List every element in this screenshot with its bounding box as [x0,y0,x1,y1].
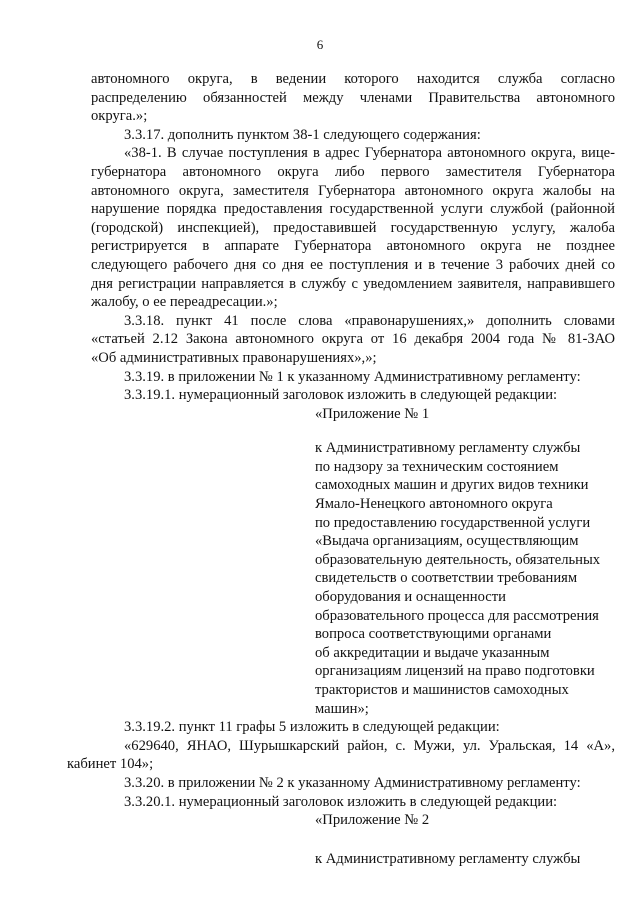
clause-3-3-20-1: 3.3.20.1. нумерационный заголовок изложить в следующей редакции: [124,793,558,810]
page-number: 6 [316,37,324,52]
clause-3-3-19: 3.3.19. в приложении № 1 к указанному Административному регламенту: [124,368,581,385]
appendix-line: трактористов и машинистов самоходных [315,682,569,698]
text-line: нарушение порядка предоставления государственной услуги службой (районной [91,201,615,218]
appendix-line: Ямало-Ненецкого автономного округа [315,496,553,513]
appendix-line: машин»; [315,700,369,717]
appendix-line: по надзору за техническим состоянием [315,458,559,475]
text-line: губернатора автономного округа либо первого заместителя Губернатора [91,163,615,180]
text-line: (городской) инспекцией), предоставившей государственную услугу, жалоба [91,219,615,236]
clause-3-3-19-1: 3.3.19.1. нумерационный заголовок изложить в следующей редакции: [124,387,558,404]
clause-3-3-18: 3.3.18. пункт 41 после слова «правонарушениях,» дополнить словами [124,312,615,329]
clause-3-3-20: 3.3.20. в приложении № 2 к указанному Административному регламенту: [124,774,581,791]
text-line: кабинет 104»; [67,756,154,773]
text-line: автономного округа, в ведении которого находится служба согласно [91,71,615,87]
text-line: «Об административных правонарушениях»,»; [91,349,377,366]
appendix-line: организациям лицензий на право подготовки [315,663,595,680]
appendix-title: «Приложение № 1 [315,405,430,422]
text-line: «38-1. В случае поступления в адрес Губернатора автономного округа, вице- [124,145,615,162]
text-line: регистрируется в аппарате Губернатора автономного округа не позднее [91,238,615,255]
text-line: округа.»; [91,108,148,125]
text-line: автономного округа, заместителя Губернатора автономного округа жалобы на [91,182,615,199]
appendix-line: самоходных машин и других видов техники [315,477,589,494]
appendix-line: «Выдача организациям, осуществляющим [315,533,579,550]
text-line: следующего рабочего дня со дня ее поступления и в течение 3 рабочих дней со [91,256,615,273]
appendix-1-heading [315,405,615,719]
appendix-line: свидетельств о соответствии требованиям [315,570,578,587]
appendix-line: вопроса соответствующими органами [315,626,552,643]
appendix-line: к Административному регламенту службы [315,850,581,867]
document-body [67,70,615,868]
text-line: распределению обязанностей между членами Правительства автономного [91,89,615,106]
text-line: жалобу, о ее переадресации.»; [91,294,278,311]
appendix-line: по предоставлению государственной услуги [315,514,591,531]
appendix-2-heading [315,811,615,868]
text-line: «статьей 2.12 Закона автономного округа от 16 декабря 2004 года № 81-ЗАО [91,331,615,348]
appendix-line: об аккредитации и выдаче указанным [315,644,550,661]
appendix-line: к Административному регламенту службы [315,440,581,457]
text-line: дня регистрации направляется в службу с уведомлением заявителя, направившего [91,275,615,292]
clause-3-3-19-2: 3.3.19.2. пункт 11 графы 5 изложить в следующей редакции: [124,719,500,736]
appendix-line: оборудования и оснащенности [315,589,506,606]
appendix-line: образовательного процесса для рассмотрения [315,607,599,624]
appendix-line: образовательную деятельность, обязательных [315,551,601,568]
clause-3-3-17: 3.3.17. дополнить пунктом 38-1 следующего содержания: [124,126,481,143]
appendix-title: «Приложение № 2 [315,812,430,829]
text-line: «629640, ЯНАО, Шурышкарский район, с. Мужи, ул. Уральская, 14 «А», [124,737,615,754]
